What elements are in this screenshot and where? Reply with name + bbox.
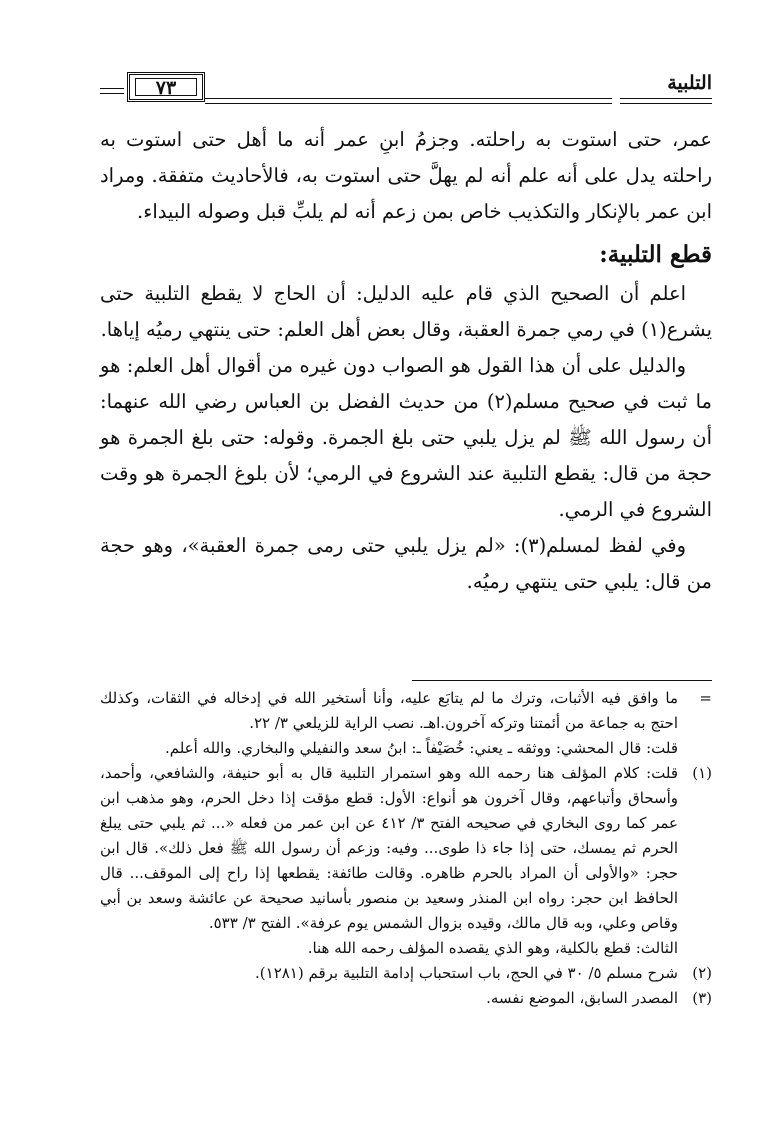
footnote-text: المصدر السابق، الموضع نفسه. <box>486 989 678 1007</box>
footnote-continued <box>100 686 712 736</box>
section-heading: قطع التلبية: <box>599 241 712 268</box>
paragraph: اعلم أن الصحيح الذي قام عليه الدليل: أن الحاج لا يقطع التلبية حتى يشرع(١) في رمي جمرة العقبة، وقال بعض أهل العلم: حتى ينتهي رميُه إياها. <box>100 282 712 341</box>
footnote-2 <box>100 961 712 986</box>
header-rule <box>100 88 124 94</box>
paragraph: عمر، حتى استوت به راحلته. وجزمُ ابنِ عمر أنه ما أهل حتى استوت به راحلته يدل على أنه علم أنه لم يهلَّ حتى استوت به، فالأحاديث متفقة. ومراد ابن عمر بالإنكار والتكذيب خاص بمن زعم أنه لم يلبِّ قبل وصوله البيداء. <box>100 128 712 223</box>
footnote-text: قلت: قال المحشي: ووثقه ـ يعني: خُصَيْفاً ـ: ابنُ سعد والنفيلي والبخاري. والله أعلم. <box>164 739 678 757</box>
footnote-marker: = <box>699 689 712 707</box>
main-text <box>100 122 712 600</box>
footnotes <box>100 686 712 1011</box>
footnote-marker: (١) <box>692 764 712 782</box>
footnote-separator <box>412 680 712 681</box>
running-title: التلبية <box>667 72 712 94</box>
paragraph: والدليل على أن هذا القول هو الصواب دون غيره من أقوال أهل العلم: هو ما ثبت في صحيح مسلم(٢) من حديث الفضل بن العباس رضي الله عنهما: أن رسول الله ﷺ لم يزل يلبي حتى بلغ الجمرة. وقوله: حتى بلغ الجمرة هو حجة من قال: يقطع التلبية عند الشروع في الرمي؛ لأن بلوغ الجمرة هو وقت الشروع في الرمي. <box>100 354 712 521</box>
footnote-marker: (٢) <box>692 964 712 982</box>
page-header <box>100 70 712 110</box>
header-rule <box>205 98 612 104</box>
footnote-text: شرح مسلم ٥/ ٣٠ في الحج، باب استحباب إدامة التلبية برقم (١٢٨١). <box>255 964 678 982</box>
footnote-text: قلت: كلام المؤلف هنا رحمه الله وهو استمرار التلبية قال به أبو حنيفة، والشافعي، وأحمد، وأسحاق وأتباعهم، وقال آخرون هو أنواع: الأول: قطع مؤقت إذا دخل الحرم، وهو مذهب ابن عمر كما روى البخاري في صحيحه الفتح ٣/ ٤١٢ عن ابن عمر من فعله «... ثم يلبي حتى يبلغ الحرم ثم يمسك، حتى إذا جاء ذا طوى... وفيه: وزعم أن رسول الله ﷺ فعل ذلك». قال ابن حجر: «والأولى أن المراد بالحرم ظاهره. وقالت طائفة: يقطعها إذا راح إلى الموقف... قال الحافظ ابن حجر: رواه ابن المنذر وسعيد بن منصور بأسانيد صحيحة عن عائشة وسعد بن أبي وقاص وعلي، وبه قال مالك، وقيده بزوال الشمس يوم عرفة». الفتح ٣/ ٥٣٣. <box>100 764 679 932</box>
footnote-text: الثالث: قطع بالكلية، وهو الذي يقصده المؤلف رحمه الله هنا. <box>307 939 678 957</box>
page-number: ٧٣ <box>135 78 197 96</box>
footnote-marker: (٣) <box>692 989 712 1007</box>
footnote-3 <box>100 986 712 1011</box>
footnote-text: ما وافق فيه الأثبات، وترك ما لم يتابَع عليه، وأنا أستخير الله في إدخاله في الثقات، وكذلك احتج به جماعة من أئمتنا وتركه آخرون.اهـ. نصب الراية للزيلعي ٣/ ٢٢. <box>100 689 678 732</box>
page-number-frame <box>127 72 205 102</box>
header-rule <box>620 98 712 104</box>
footnote-1 <box>100 761 712 936</box>
paragraph: وفي لفظ لمسلم(٣): «لم يزل يلبي حتى رمى جمرة العقبة»، وهو حجة من قال: يلبي حتى ينتهي رميُه. <box>100 534 712 593</box>
